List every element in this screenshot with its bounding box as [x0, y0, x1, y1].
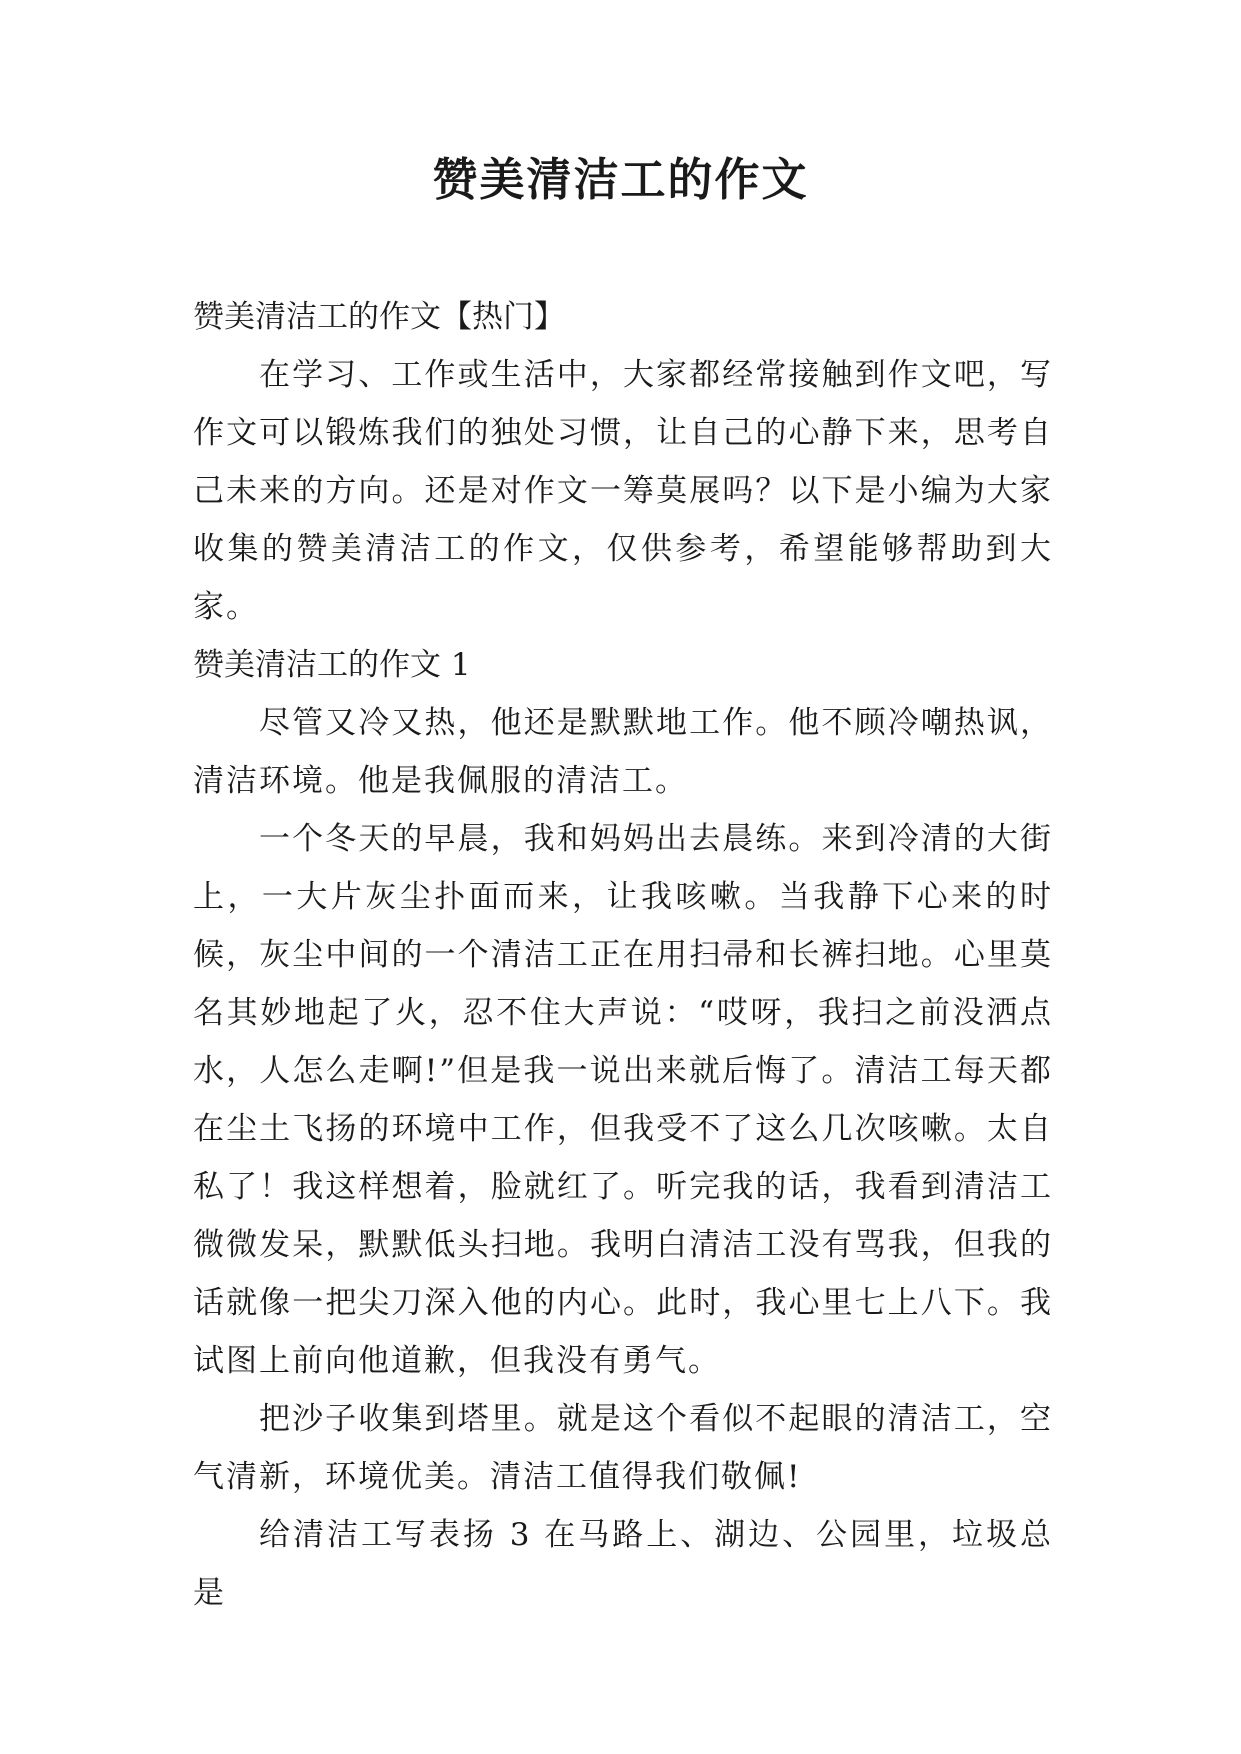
essay-1-paragraph-2: 一个冬天的早晨，我和妈妈出去晨练。来到冷清的大街上，一大片灰尘扑面而来，让我咳嗽。当我静下心来的时候，灰尘中间的一个清洁工正在用扫帚和长裤扫地。心里莫名其妙地起了火，忍不住大声说：“哎呀，我扫之前没洒点水，人怎么走啊!”但是我一说出来就后悔了。清洁工每天都在尘土飞扬的环境中工作，但我受不了这么几次咳嗽。太自私了！我这样想着，脸就红了。听完我的话，我看到清洁工微微发呆，默默低头扫地。我明白清洁工没有骂我，但我的话就像一把尖刀深入他的内心。此时，我心里七上八下。我试图上前向他道歉，但我没有勇气。: [193, 821, 1053, 1379]
essay-1-paragraph-4: 给清洁工写表扬 3 在马路上、湖边、公园里，垃圾总是: [193, 1517, 1053, 1611]
document-title: 赞美清洁工的作文: [432, 153, 809, 206]
intro-heading: 赞美清洁工的作文【热门】: [193, 299, 565, 335]
intro-paragraph: 在学习、工作或生活中，大家都经常接触到作文吧，写作文可以锻炼我们的独处习惯，让自己的心静下来，思考自己未来的方向。还是对作文一筹莫展吗？以下是小编为大家收集的赞美清洁工的作文，仅供参考，希望能够帮助到大家。: [193, 357, 1053, 625]
essay-section-1: [193, 636, 1053, 1622]
intro-section: [193, 288, 1053, 636]
essay-1-paragraph-1: 尽管又冷又热，他还是默默地工作。他不顾冷嘲热讽，清洁环境。他是我佩服的清洁工。: [193, 705, 1053, 799]
essay-1-paragraph-3: 把沙子收集到塔里。就是这个看似不起眼的清洁工，空气清新，环境优美。清洁工值得我们敬佩!: [193, 1401, 1053, 1495]
essay-1-heading: 赞美清洁工的作文 1: [193, 647, 471, 683]
